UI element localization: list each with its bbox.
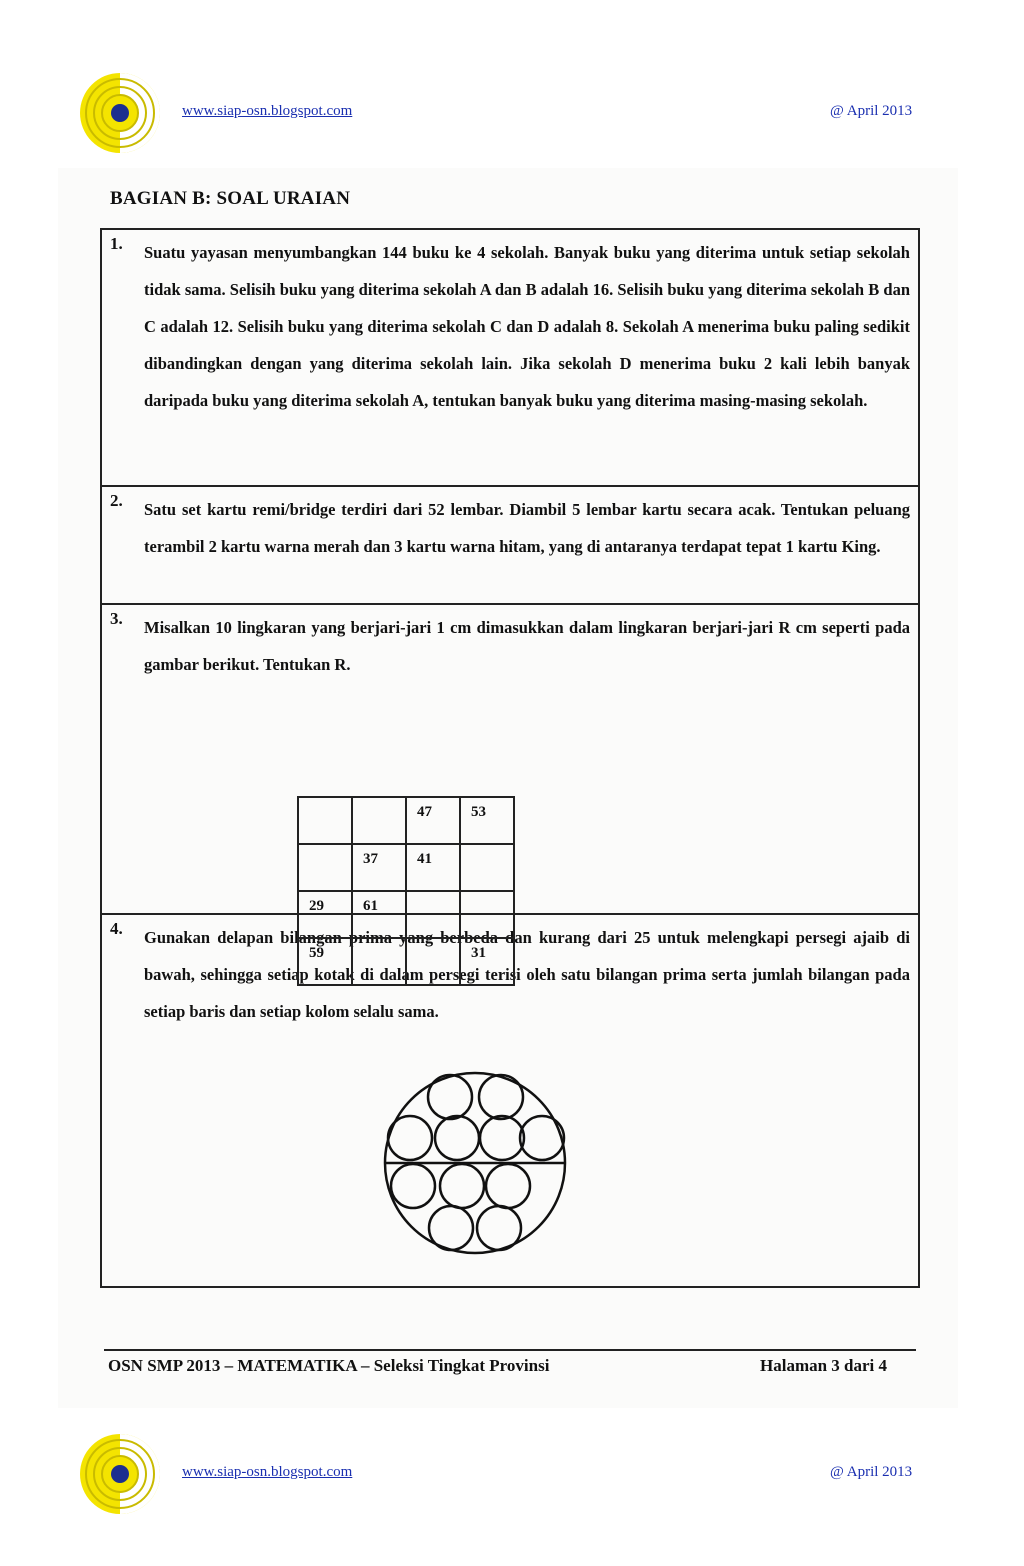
- header-date: @ April 2013: [830, 103, 913, 119]
- page-header: [60, 63, 1024, 163]
- magic-square-row: [298, 844, 514, 891]
- siap-osn-logo-icon: [78, 1432, 162, 1516]
- magic-square-cell: [406, 938, 460, 985]
- magic-square-cell: [298, 844, 352, 891]
- magic-square-row: [298, 891, 514, 938]
- question-number: 3.: [110, 609, 123, 628]
- footer-divider: [104, 1349, 916, 1351]
- question-text: Misalkan 10 lingkaran yang berjari-jari 1 cm dimasukkan dalam lingkaran berjari-jari R cm seperti pada gambar berikut. Tentukan R.: [144, 618, 910, 674]
- site-url-link[interactable]: www.siap-osn.blogspot.com: [182, 103, 353, 119]
- magic-square-cell: 59: [298, 938, 352, 985]
- magic-square-cell: 47: [406, 797, 460, 844]
- question-number: 4.: [110, 919, 123, 938]
- section-title: BAGIAN B: SOAL URAIAN: [110, 188, 351, 209]
- magic-square-cell: 41: [406, 844, 460, 891]
- questions-table: [100, 228, 920, 1288]
- magic-square-cell: 29: [298, 891, 352, 938]
- exam-footer-title: OSN SMP 2013 – MATEMATIKA – Seleksi Tingkat Provinsi: [108, 1356, 550, 1375]
- magic-square-cell: 37: [352, 844, 406, 891]
- magic-square-grid: [297, 796, 515, 986]
- magic-square-cell: [352, 797, 406, 844]
- magic-square-row: [298, 938, 514, 985]
- question-text: Gunakan delapan bilangan prima yang berbeda dan kurang dari 25 untuk melengkapi persegi ajaib di bawah, sehingga setiap kotak di dalam persegi terisi oleh satu bilangan prima serta jumlah bilangan pada setiap baris dan setiap kolom selalu sama.: [144, 928, 910, 1021]
- magic-square-cell: 31: [460, 938, 514, 985]
- magic-square-cell: [352, 938, 406, 985]
- page-number: Halaman 3 dari 4: [760, 1356, 888, 1375]
- magic-square-cell: [460, 891, 514, 938]
- magic-square-cell: 61: [352, 891, 406, 938]
- magic-square-cell: [298, 797, 352, 844]
- question-number: 2.: [110, 491, 123, 510]
- page-footer-band: [60, 1424, 1024, 1524]
- siap-osn-logo-icon: [78, 71, 162, 155]
- magic-square-cell: 53: [460, 797, 514, 844]
- question-text: Satu set kartu remi/bridge terdiri dari 52 lembar. Diambil 5 lembar kartu secara acak. Tentukan peluang terambil 2 kartu warna merah dan 3 kartu warna hitam, yang di antaranya terdapat tepat 1 kartu King.: [144, 500, 910, 556]
- question-number: 1.: [110, 234, 123, 253]
- magic-square-cell: [406, 891, 460, 938]
- question-2: [102, 487, 918, 605]
- footer-date: @ April 2013: [830, 1464, 913, 1480]
- magic-square-cell: [460, 844, 514, 891]
- site-url-link[interactable]: www.siap-osn.blogspot.com: [182, 1464, 353, 1480]
- question-1: [102, 230, 918, 487]
- magic-square-row: [298, 797, 514, 844]
- question-text: Suatu yayasan menyumbangkan 144 buku ke 4 sekolah. Banyak buku yang diterima untuk setiap sekolah tidak sama. Selisih buku yang diterima sekolah A dan B adalah 16. Selisih buku yang diterima sekolah B dan C adalah 12. Selisih buku yang diterima sekolah C dan D adalah 8. Sekolah A menerima buku paling sedikit dibandingkan dengan yang diterima sekolah lain. Jika sekolah D menerima buku 2 kali lebih banyak daripada buku yang diterima sekolah A, tentukan banyak buku yang diterima masing-masing sekolah.: [144, 243, 910, 410]
